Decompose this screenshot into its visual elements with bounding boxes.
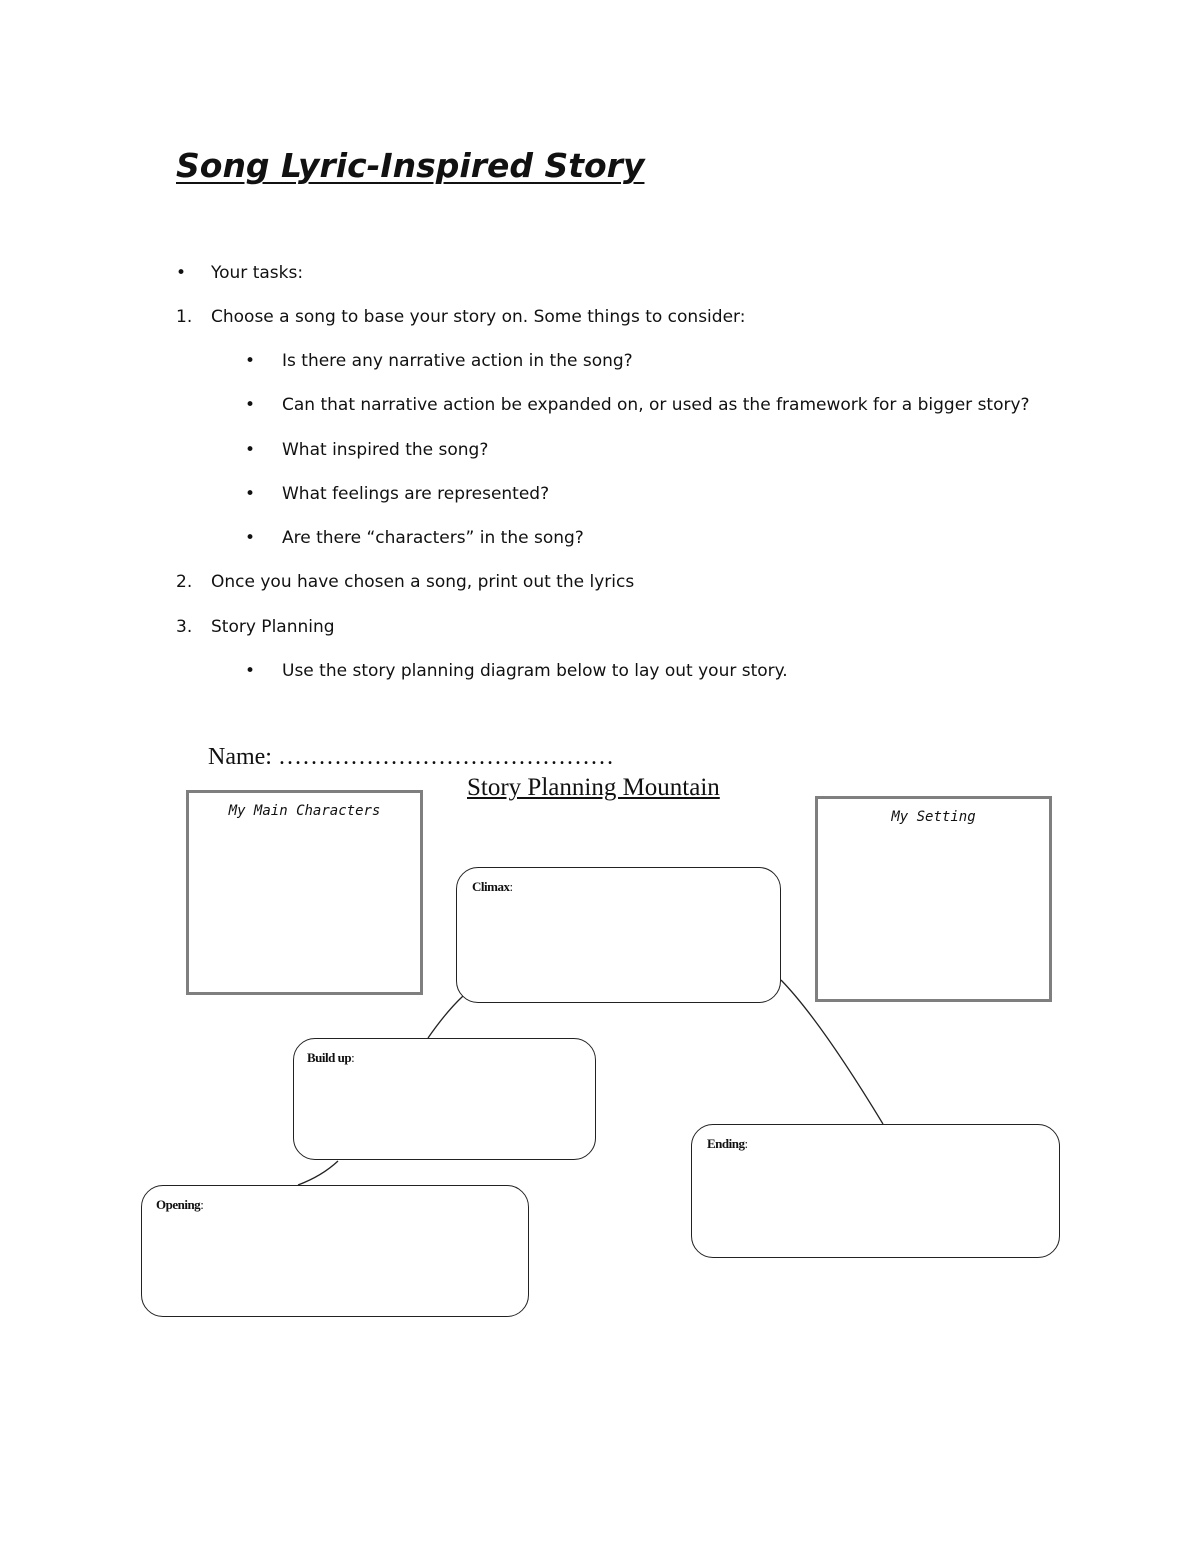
document-title: Song Lyric-Inspired Story (176, 146, 645, 185)
consideration-bullet: • (245, 528, 256, 548)
planning-note: Use the story planning diagram below to lay out your story. (282, 661, 788, 681)
setting-label: My Setting (891, 809, 976, 825)
build-up-label-text: Build up (307, 1050, 352, 1065)
diagram-title: Story Planning Mountain (467, 774, 720, 801)
connector-opening-buildup (298, 1161, 338, 1185)
ending-label (707, 1136, 748, 1152)
consideration-item: Are there “characters” in the song? (282, 528, 584, 548)
step-1-text: Choose a song to base your story on. Some things to consider: (211, 307, 746, 327)
step-3-number: 3. (176, 617, 193, 637)
climax-label-colon: : (509, 879, 514, 894)
step-1-number: 1. (176, 307, 193, 327)
consideration-item: Is there any narrative action in the song? (282, 351, 633, 371)
build-up-box[interactable] (293, 1038, 596, 1160)
opening-label-colon: : (200, 1197, 204, 1212)
climax-box[interactable] (456, 867, 781, 1003)
opening-box[interactable] (141, 1185, 529, 1317)
step-3-text: Story Planning (211, 617, 335, 637)
ending-box[interactable] (691, 1124, 1060, 1258)
consideration-item: What inspired the song? (282, 440, 489, 460)
consideration-item: Can that narrative action be expanded on, or used as the framework for a bigger story? (282, 395, 1030, 415)
build-up-label-colon: : (351, 1050, 355, 1065)
opening-label-text: Opening (156, 1197, 201, 1212)
consideration-item: What feelings are represented? (282, 484, 550, 504)
build-up-label (307, 1050, 355, 1066)
ending-label-colon: : (744, 1136, 749, 1151)
connector-buildup-climax (428, 996, 463, 1038)
consideration-bullet: • (245, 351, 256, 371)
tasks-intro: Your tasks: (211, 263, 304, 283)
climax-label-text: Climax (472, 879, 510, 894)
climax-label (472, 879, 513, 895)
consideration-bullet: • (245, 440, 256, 460)
main-characters-label: My Main Characters (228, 803, 381, 819)
planning-bullet: • (245, 661, 256, 681)
opening-label (156, 1197, 204, 1213)
setting-box[interactable] (815, 796, 1052, 1002)
step-2-number: 2. (176, 572, 193, 592)
main-characters-box[interactable] (186, 790, 423, 995)
consideration-bullet: • (245, 484, 256, 504)
name-field-line: Name: …………………………………… (208, 744, 614, 770)
step-2-text: Once you have chosen a song, print out the lyrics (211, 572, 635, 592)
tasks-bullet: • (176, 263, 187, 283)
consideration-bullet: • (245, 395, 256, 415)
ending-label-text: Ending (707, 1136, 745, 1151)
